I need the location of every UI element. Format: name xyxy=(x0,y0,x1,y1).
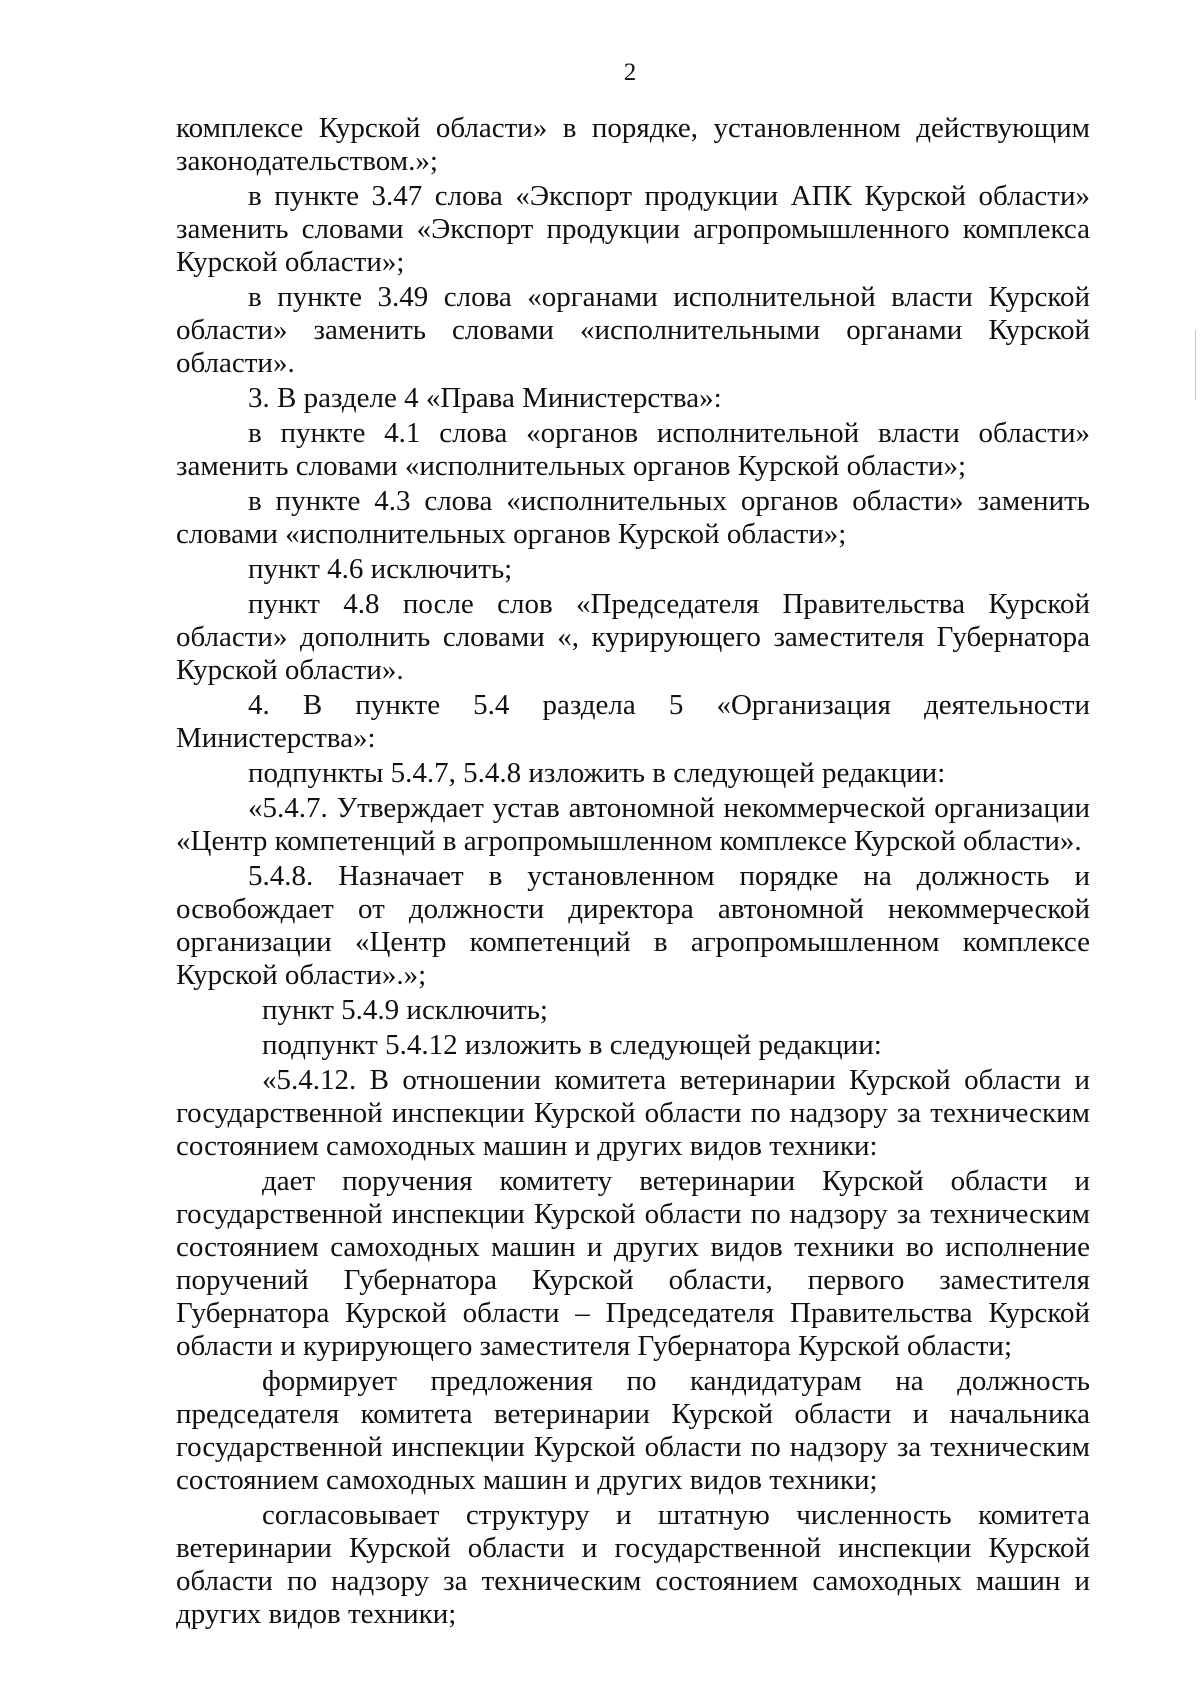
paragraph-point-4-6: пункт 4.6 исключить; xyxy=(248,553,513,585)
paragraph-point-4-8: пункт 4.8 после слов «Председателя Правительства Курской области» дополнить словами «, курирующего заместителя Губернатора Курской области». xyxy=(176,588,1090,686)
paragraph-subpoint-5-4-12: «5.4.12. В отношении комитета ветеринарии Курской области и государственной инспекции Курской области по надзору за техническим состоянием самоходных машин и других видов техники: xyxy=(176,1064,1090,1162)
paragraph-point-3-47: в пункте 3.47 слова «Экспорт продукции АПК Курской области» заменить словами «Экспорт продукции агропромышленного комплекса Курской области»; xyxy=(176,180,1090,278)
paragraph-continuation: комплексе Курской области» в порядке, установленном действующим законодательством.»; xyxy=(176,112,1090,177)
paragraph-approves-structure: согласовывает структуру и штатную численность комитета ветеринарии Курской области и государственной инспекции Курской области по надзору за техническим состоянием самоходных машин и других видов техники; xyxy=(176,1499,1090,1630)
paragraph-point-4-1: в пункте 4.1 слова «органов исполнительной власти области» заменить словами «исполнительных органов Курской области»; xyxy=(176,417,1090,482)
paragraph-point-5-4-9: пункт 5.4.9 исключить; xyxy=(262,994,548,1026)
page-number: 2 xyxy=(623,59,637,86)
paragraph-subpoint-5-4-7: «5.4.7. Утверждает устав автономной некоммерческой организации «Центр компетенций в агропромышленном комплексе Курской области». xyxy=(176,792,1090,857)
paragraph-gives-orders: дает поручения комитету ветеринарии Курской области и государственной инспекции Курской области по надзору за техническим состоянием самоходных машин и других видов техники во исполнение поручений Губернатора Курской области, первого заместителя Губернатора Курской области – Председателя Правительства Курской области и курирующего заместителя Губернатора Курской области; xyxy=(176,1165,1090,1362)
paragraph-point-4-3: в пункте 4.3 слова «исполнительных органов области» заменить словами «исполнительных органов Курской области»; xyxy=(176,485,1090,550)
paragraph-section-4-heading: 3. В разделе 4 «Права Министерства»: xyxy=(248,382,722,414)
paragraph-forms-proposals: формирует предложения по кандидатурам на должность председателя комитета ветеринарии Курской области и начальника государственной инспекции Курской области по надзору за техническим состоянием самоходных машин и других видов техники; xyxy=(176,1365,1090,1496)
paragraph-subpoint-5-4-8: 5.4.8. Назначает в установленном порядке на должность и освобождает от должности директора автономной некоммерческой организации «Центр компетенций в агропромышленном комплексе Курской области».»; xyxy=(176,860,1090,991)
paragraph-section-5-heading: 4. В пункте 5.4 раздела 5 «Организация деятельности Министерства»: xyxy=(176,689,1090,754)
document-body xyxy=(176,112,1090,1631)
paragraph-subpoints-5-4-7-8: подпункты 5.4.7, 5.4.8 изложить в следующей редакции: xyxy=(248,757,946,789)
paragraph-subpoint-5-4-12-intro: подпункт 5.4.12 изложить в следующей редакции: xyxy=(262,1029,882,1061)
paragraph-point-3-49: в пункте 3.49 слова «органами исполнительной власти Курской области» заменить словами «исполнительными органами Курской области». xyxy=(176,281,1090,379)
scan-edge-mark xyxy=(1195,330,1196,400)
